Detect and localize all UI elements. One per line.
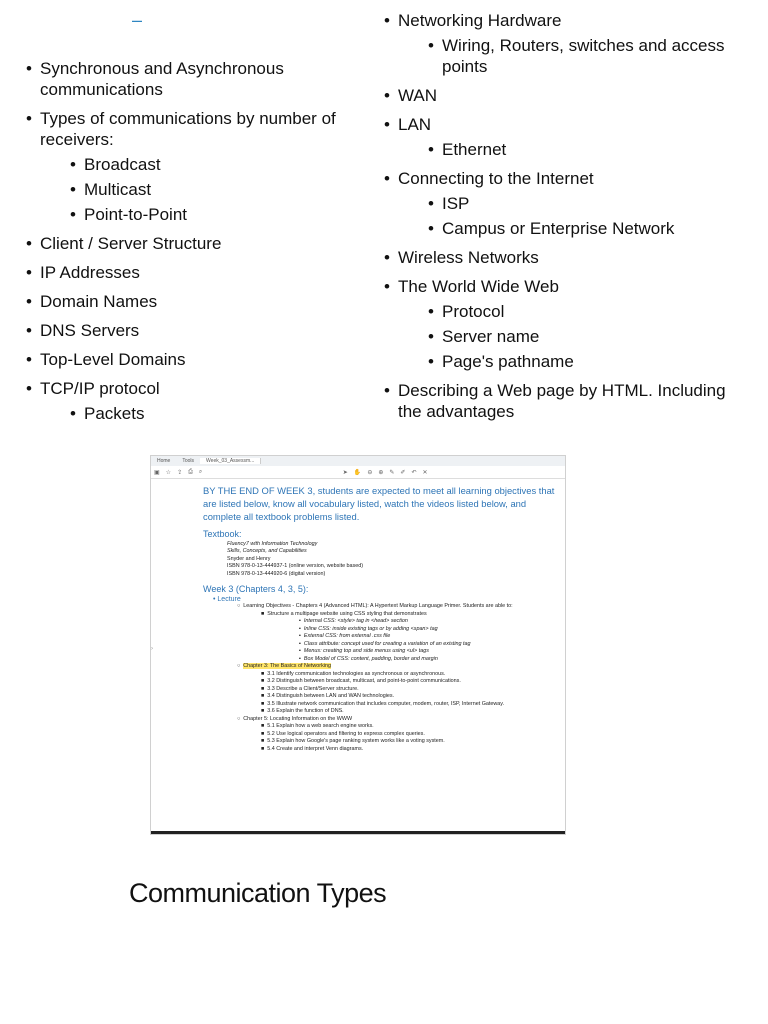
sub-bullet-item: • Packets — [70, 403, 361, 424]
bullet-text: Connecting to the Internet — [398, 169, 594, 188]
sub-bullet-item: • Protocol — [428, 301, 744, 322]
save-icon[interactable]: ▣ — [154, 469, 160, 476]
bullet-text: WAN — [398, 86, 438, 105]
left-bullet-column — [26, 58, 361, 432]
sub-bullet-list — [398, 301, 744, 372]
document-body — [203, 484, 557, 753]
doc-list-row: ■ 3.2 Distinguish between broadcast, multicast, and point-to-point communications. — [261, 678, 461, 684]
doc-list-row: ▪ Class attribute: concept used for creating a variation of an existing tag — [299, 640, 471, 647]
hand-icon[interactable]: ✋ — [353, 469, 362, 476]
doc-list-row: ■ 5.1 Explain how a web search engine works. — [261, 723, 374, 729]
sub-bullet-item: • Page's pathname — [428, 351, 744, 372]
bullet-item — [26, 378, 361, 424]
book-subtitle: Skills, Concepts, and Capabilities — [227, 548, 307, 554]
week-heading: BY THE END OF WEEK 3, students are expected to meet all learning objectives that are listed below, know all vocabulary listed, watch the videos listed below, and complete all textbook problems listed. — [203, 485, 555, 522]
doc-list-text: 5.3 Explain how Google's page ranking system works like a voting system. — [267, 738, 445, 744]
doc-list-text: Class attribute: concept used for creating a variation of an existing tag — [303, 640, 471, 647]
isbn-online: ISBN 978-0-13-444937-1 (online version, website based) — [227, 563, 364, 569]
bullet-text: Client / Server Structure — [40, 234, 222, 253]
bullet-text: Networking Hardware — [398, 11, 562, 30]
bullet-text: LAN — [398, 115, 432, 134]
chapter5-list — [203, 723, 557, 753]
chapter3-list — [203, 671, 557, 716]
week-label: Week 3 (Chapters 4, 3, 5): — [203, 584, 309, 594]
css-item: ■ Structure a multipage website using CSS styling that demonstrates — [261, 610, 427, 617]
viewer-tab-tools[interactable]: Tools — [182, 458, 195, 464]
doc-list-text: Box Model of CSS: content, padding, border and margin — [303, 655, 438, 662]
bullet-text: Domain Names — [40, 292, 158, 311]
bullet-item — [26, 58, 361, 100]
viewer-tab-document[interactable]: Week_03_Assessm... — [200, 458, 261, 464]
bullet-item — [26, 233, 361, 254]
sub-bullet-item: • Server name — [428, 326, 744, 347]
left-bullet-list — [26, 58, 361, 424]
chapter3-highlighted-text: Chapter 3: The Basics of Networking — [243, 663, 331, 669]
bullet-item — [26, 349, 361, 370]
bullet-item — [384, 380, 744, 422]
viewer-bottom-bar — [151, 831, 565, 834]
objectives-intro: ○ Learning Objectives - Chapters 4 (Advanced HTML): A Hypertext Markup Language Primer. Students are able to: — [237, 603, 513, 609]
chapter5-item: ○ Chapter 5: Locating Information on the WWW — [237, 715, 353, 722]
doc-list-text: Internal CSS: <style> tag in <head> section — [303, 618, 408, 624]
comment-icon[interactable]: ✎ — [389, 469, 395, 476]
doc-list-text: 3.3 Describe a Client/Server structure. — [267, 685, 359, 692]
viewer-tab-bar — [151, 456, 565, 466]
bullet-item — [384, 168, 744, 239]
embedded-document-screenshot — [150, 455, 566, 835]
bullet-text: DNS Servers — [40, 321, 140, 340]
star-icon[interactable]: ☆ — [165, 469, 172, 476]
bullet-text: Describing a Web page by HTML. Including the advantages — [398, 381, 726, 421]
highlight-icon[interactable]: ✐ — [400, 469, 406, 476]
bullet-text: Synchronous and Asynchronous communications — [40, 59, 284, 99]
doc-list-text: 3.2 Distinguish between broadcast, multicast, and point-to-point communications. — [267, 678, 461, 684]
sub-bullet-list — [398, 35, 744, 77]
sub-bullet-item: • Wiring, Routers, switches and access points — [428, 35, 744, 77]
doc-list-row: ■ 5.2 Use logical operators and filtering to express complex queries. — [261, 730, 425, 737]
bullet-text: IP Addresses — [40, 263, 140, 282]
bullet-item — [26, 291, 361, 312]
sub-bullet-item: • Point-to-Point — [70, 204, 361, 225]
bullet-text: Types of communications by number of receivers: — [40, 109, 336, 149]
chapter5-text: Chapter 5: Locating Information on the WWW — [243, 715, 353, 722]
bullet-text: The World Wide Web — [398, 277, 559, 296]
viewer-tab-home[interactable]: Home — [157, 458, 171, 464]
doc-list-text: 5.4 Create and interpret Venn diagrams. — [267, 745, 364, 752]
book-authors: Snyder and Henry — [227, 555, 271, 562]
chapter3-item: ○ Chapter 3: The Basics of Networking — [237, 663, 331, 669]
doc-list-text: Menus: creating top and side menus using <ul> tags — [303, 648, 429, 654]
bullet-item — [384, 114, 744, 160]
bullet-item — [384, 85, 744, 106]
bullet-text: TCP/IP protocol — [40, 379, 160, 398]
sub-bullet-item: • Ethernet — [428, 139, 744, 160]
bullet-item — [384, 10, 744, 77]
textbook-label: Textbook: — [203, 529, 242, 539]
doc-list-row: ■ 5.4 Create and interpret Venn diagrams. — [261, 745, 364, 752]
zoom-out-icon[interactable]: ⊖ — [367, 469, 373, 476]
doc-list-text: Inline CSS: inside existing tags or by adding <span> tag — [303, 625, 438, 632]
slide-title: Communication Types — [129, 878, 387, 908]
isbn-digital: ISBN 978-0-13-444920-6 (digital version) — [227, 570, 326, 577]
print-icon[interactable]: ⎙ — [188, 468, 193, 475]
viewer-toolbar — [151, 466, 565, 479]
delete-icon[interactable]: ✕ — [422, 469, 428, 476]
search-icon[interactable]: ⌕ — [198, 468, 203, 475]
sub-bullet-item: • Multicast — [70, 179, 361, 200]
doc-list-text: 3.1 Identify communication technologies as synchronous or asynchronous. — [267, 670, 446, 677]
doc-list-row: ■ 3.6 Explain the function of DNS. — [261, 708, 344, 714]
sub-bullet-item: • Campus or Enterprise Network — [428, 218, 744, 239]
sub-bullet-item: • Broadcast — [70, 154, 361, 175]
title-placeholder-dash: – — [132, 10, 143, 30]
undo-icon[interactable]: ↶ — [411, 469, 417, 476]
bullet-item — [384, 276, 744, 372]
sub-bullet-item: • ISP — [428, 193, 744, 214]
lecture-text[interactable]: Lecture — [217, 595, 241, 603]
bullet-item — [26, 262, 361, 283]
bullet-text: Top-Level Domains — [40, 350, 186, 369]
doc-list-row: ■ 3.5 Illustrate network communication that includes computer, modem, router, ISP, Internet Gateway. — [261, 700, 505, 707]
bullet-item — [26, 320, 361, 341]
doc-list-row: ▪ External CSS: from external .css file — [299, 633, 391, 639]
doc-list-row: ■ 3.4 Distinguish between LAN and WAN technologies. — [261, 693, 395, 699]
doc-list-text: External CSS: from external .css file — [303, 633, 391, 639]
doc-list-row: ▪ Menus: creating top and side menus using <ul> tags — [299, 648, 429, 654]
css-item-text: Structure a multipage website using CSS styling that demonstrates — [267, 610, 427, 617]
doc-list-row: ■ 3.1 Identify communication technologies as synchronous or asynchronous. — [261, 670, 446, 677]
right-bullet-list — [384, 10, 744, 422]
sub-bullet-list — [398, 193, 744, 239]
textbook-info — [203, 541, 557, 579]
objectives-intro-text: Learning Objectives - Chapters 4 (Advanced HTML): A Hypertext Markup Language Primer. Students are able to: — [243, 603, 513, 609]
bullet-text: Wireless Networks — [398, 248, 539, 267]
doc-list-row: ▪ Box Model of CSS: content, padding, border and margin — [299, 655, 438, 662]
doc-list-row: ▪ Internal CSS: <style> tag in <head> section — [299, 618, 408, 624]
upload-icon[interactable]: ⇪ — [177, 469, 183, 476]
page-edge-marker: › — [151, 646, 153, 652]
bullet-item — [26, 108, 361, 225]
cursor-icon[interactable]: ➤ — [342, 469, 348, 476]
lecture-label: • Lecture — [213, 595, 241, 603]
sub-bullet-list — [40, 403, 361, 424]
sub-bullet-list — [40, 154, 361, 225]
book-title: Fluency7 with Information Technology — [227, 540, 318, 547]
doc-list-text: 3.6 Explain the function of DNS. — [267, 708, 344, 714]
doc-list-row: ■ 3.3 Describe a Client/Server structure. — [261, 685, 359, 692]
doc-list-text: 3.4 Distinguish between LAN and WAN technologies. — [267, 693, 395, 699]
right-bullet-column — [384, 10, 744, 430]
sub-bullet-list — [398, 139, 744, 160]
doc-list-text: 5.1 Explain how a web search engine works. — [267, 723, 374, 729]
doc-list-row: ■ 5.3 Explain how Google's page ranking system works like a voting system. — [261, 738, 445, 744]
bullet-item — [384, 247, 744, 268]
zoom-in-icon[interactable]: ⊕ — [378, 469, 384, 476]
doc-list-text: 3.5 Illustrate network communication that includes computer, modem, router, ISP, Internet Gateway. — [267, 700, 505, 707]
doc-list-text: 5.2 Use logical operators and filtering to express complex queries. — [267, 730, 425, 737]
doc-list-row: ▪ Inline CSS: inside existing tags or by adding <span> tag — [299, 625, 438, 632]
css-sub-list — [203, 618, 557, 663]
